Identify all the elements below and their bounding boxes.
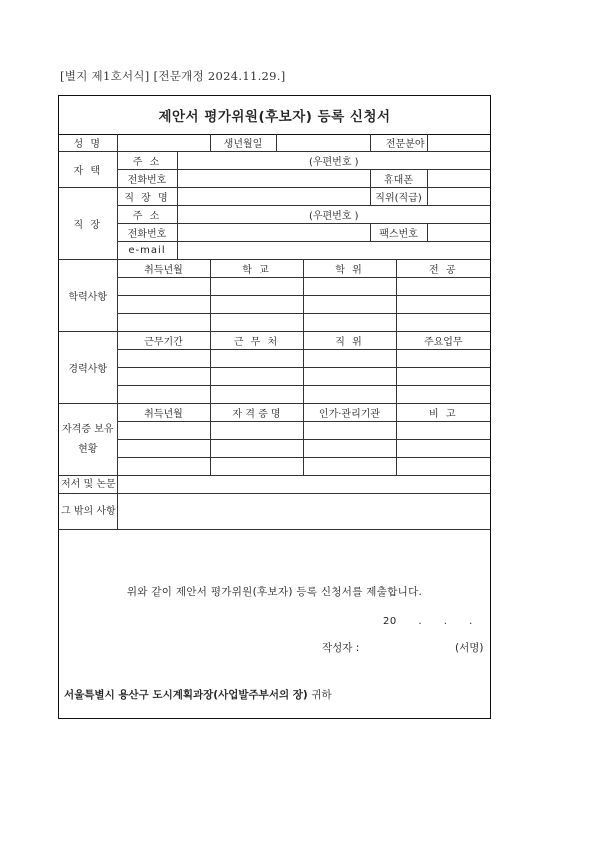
form-table [59,134,490,530]
others-label: 그 밖의 사항 [59,494,117,530]
name-label: 성 명 [59,134,117,152]
birth-label: 생년월일 [210,134,276,152]
license-header-row [59,404,490,422]
birth-input[interactable] [276,134,370,152]
work-address-row [59,206,490,224]
home-phone-label: 전화번호 [117,170,177,188]
career-header-row [59,332,490,350]
license-row [59,458,490,476]
declaration-date: 20 . . . [383,616,473,627]
home-phone-row [59,170,490,188]
signature-label: (서명) [455,642,484,654]
specialty-label: 전문분야 [370,134,427,152]
license-header-agency: 인가·관리기관 [303,404,396,422]
work-section-label: 직 장 [59,188,117,260]
career-header-period: 근무기간 [117,332,210,350]
publications-row [59,476,490,494]
career-row [59,386,490,404]
career-row [59,368,490,386]
work-address-label: 주 소 [117,206,177,224]
home-address-row [59,152,490,170]
fax-label: 팩스번호 [370,224,427,242]
work-phone-input[interactable] [177,224,370,242]
career-header-position: 직 위 [303,332,396,350]
mobile-input[interactable] [427,170,490,188]
career-header-workplace: 근 무 처 [210,332,303,350]
work-address-input[interactable]: (우편번호 ) [177,206,490,224]
education-header-degree: 학 위 [303,260,396,278]
education-header-major: 전 공 [396,260,490,278]
home-address-label: 주 소 [117,152,177,170]
company-label: 직 장 명 [117,188,177,206]
specialty-input[interactable] [427,134,490,152]
career-row [59,350,490,368]
mobile-label: 휴대폰 [370,170,427,188]
email-label: e-mail [117,242,177,260]
author-label: 작성자 : [322,642,360,654]
declaration-section [59,568,490,720]
license-row [59,440,490,458]
work-phone-row [59,224,490,242]
license-header-name: 자 격 증 명 [210,404,303,422]
recipient-line [64,687,332,702]
career-section-label: 경력사항 [59,332,117,404]
license-section-label: 자격증 보유현황 [59,404,117,476]
home-address-input[interactable]: (우편번호 ) [177,152,490,170]
others-row [59,494,490,530]
license-header-date: 취득년월 [117,404,210,422]
work-email-row [59,242,490,260]
form-title: 제안서 평가위원(후보자) 등록 신청서 [59,96,490,135]
career-header-duties: 주요업무 [396,332,490,350]
others-input[interactable] [117,494,490,530]
work-company-row [59,188,490,206]
company-input[interactable] [177,188,370,206]
form-notice: [별지 제1호서식] [전문개정 2024.11.29.] [60,69,286,83]
license-row [59,422,490,440]
recipient-name: 서울특별시 용산구 도시계획과장(사업발주부서의 장) [64,689,308,701]
publications-label: 저서 및 논문 [59,476,117,494]
education-section-label: 학력사항 [59,260,117,332]
position-input[interactable] [427,188,490,206]
education-header-row [59,260,490,278]
home-phone-input[interactable] [177,170,370,188]
recipient-suffix: 귀하 [311,689,332,701]
publications-input[interactable] [117,476,490,494]
education-row [59,296,490,314]
name-input[interactable] [117,134,210,152]
education-row [59,314,490,332]
fax-input[interactable] [427,224,490,242]
home-section-label: 자 택 [59,152,117,188]
name-row [59,134,490,152]
registration-form [58,95,491,719]
education-row [59,278,490,296]
position-label: 직위(직급) [370,188,427,206]
license-header-remarks: 비 고 [396,404,490,422]
education-header-school: 학 교 [210,260,303,278]
work-phone-label: 전화번호 [117,224,177,242]
education-header-date: 취득년월 [117,260,210,278]
email-input[interactable] [177,242,490,260]
declaration-statement: 위와 같이 제안서 평가위원(후보자) 등록 신청서를 제출합니다. [126,586,423,598]
